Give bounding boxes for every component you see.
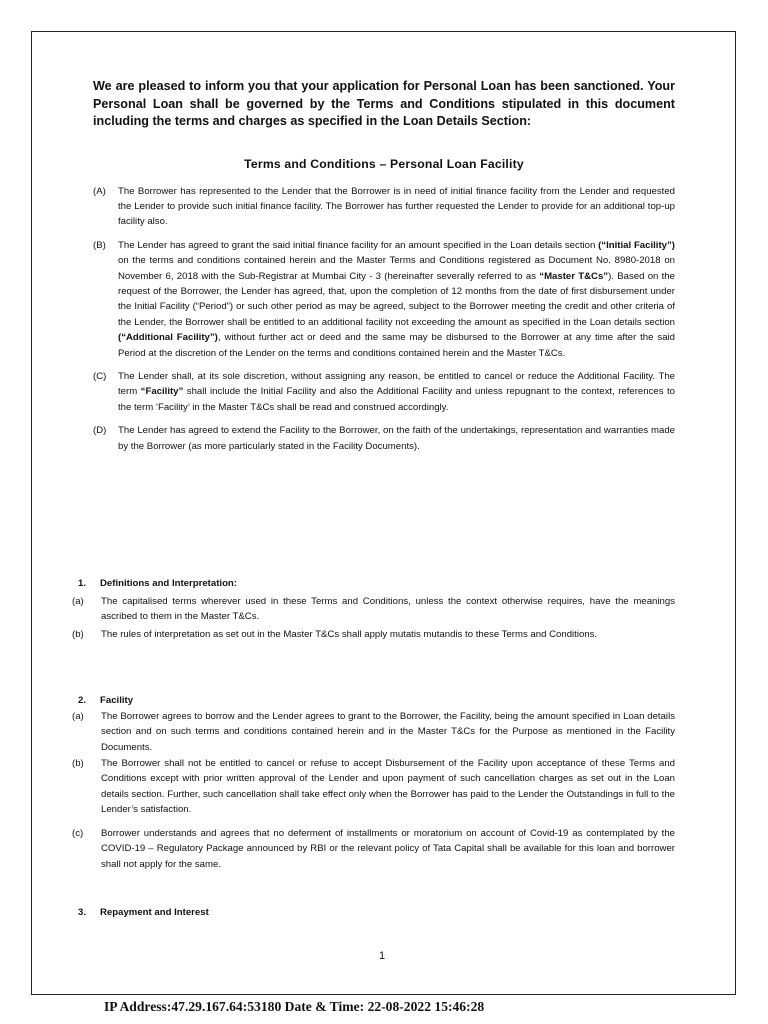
clause-text: The Borrower shall not be entitled to cancel or refuse to accept Disbursement of the Facility upon acceptance of these Terms and Conditions except with prior written approval of the Lender and upon payment of such cancellation charges as set out in the Loan details section. Further, such cancellation shall take effect only when the Borrower has paid to the Lender the Outstandings in full to the Lender’s satisfaction. <box>101 758 675 816</box>
recital-c <box>93 369 675 415</box>
document-body <box>93 78 675 462</box>
clause-label: (b) <box>72 629 84 640</box>
text-run: ). Based on the request of the Borrower, the Lender has agreed, that, upon the completion of 12 months from the date of first disbursement under the Initial Facility (“Period”) or such other period as may be agreed, subject to the Borrower meeting the credit and other criteria of the Lender, the Borrower shall be entitled to an additional facility not exceeding the amount as specified in the Loan details section <box>118 270 675 328</box>
section-title: Facility <box>100 695 134 706</box>
defined-term: (“Initial Facility”) <box>598 239 675 251</box>
section-number: 2. <box>78 695 87 706</box>
intro-paragraph: We are pleased to inform you that your application for Personal Loan has been sanctioned. Your Personal Loan shall be governed by the Terms and Conditions stipulated in this document including the terms and charges as specified in the Loan Details Section: <box>93 79 675 128</box>
clause-text: The capitalised terms wherever used in these Terms and Conditions, unless the context otherwise requires, have the meanings ascribed to them in the Master T&Cs. <box>101 596 675 623</box>
ip-datetime-footer: IP Address:47.29.167.64:53180 Date & Time: 22-08-2022 15:46:28 <box>104 999 485 1014</box>
recital-text <box>118 369 675 415</box>
section-number: 3. <box>78 907 87 918</box>
defined-term: “Facility” <box>140 386 184 398</box>
section-number: 1. <box>78 578 87 589</box>
recital-text: The Lender has agreed to extend the Facility to the Borrower, on the faith of the undertakings, representation and warranties made by the Borrower (as more particularly stated in the Facility Documents). <box>118 425 675 452</box>
text-run: The Lender shall, at its sole discretion, without assigning any reason, be entitled to cancel or reduce the Additional Facility. The term <box>118 370 675 398</box>
terms-title: Terms and Conditions – Personal Loan Facility <box>244 156 524 171</box>
clause-label: (c) <box>72 828 84 839</box>
section-heading-repayment <box>78 907 209 918</box>
defined-term: “Master T&Cs” <box>539 270 609 282</box>
text-run: The Lender has agreed to grant the said initial finance facility for an amount specified in the Loan details section <box>118 239 599 251</box>
clause-2c <box>72 826 675 872</box>
clause-text: The rules of interpretation as set out in the Master T&Cs shall apply mutatis mutandis to these Terms and Conditions. <box>101 629 598 640</box>
clause-2a <box>72 709 675 755</box>
clause-1a <box>72 594 675 625</box>
section-heading-facility <box>78 695 133 706</box>
recital-b <box>93 238 675 361</box>
clause-2b <box>72 756 675 818</box>
recital-label: (C) <box>93 370 107 382</box>
recital-a <box>93 184 675 230</box>
recital-text: The Borrower has represented to the Lender that the Borrower is in need of initial finance facility from the Lender and requested the Lender to provide such initial finance facility. The Borrower has further requested the Lender to provide for an additional top-up facility also. <box>118 185 675 228</box>
recital-d <box>93 423 675 454</box>
recital-label: (B) <box>93 239 106 251</box>
clause-label: (a) <box>72 711 84 722</box>
section-heading-definitions <box>78 578 237 589</box>
clause-label: (b) <box>72 758 84 769</box>
recital-text <box>118 238 675 361</box>
recital-label: (D) <box>93 425 107 437</box>
clause-1b <box>72 627 675 642</box>
text-run: on the terms and conditions contained herein and the Master Terms and Conditions registered as Document No. 8980-2018 on November 6, 2018 with the Sub-Registrar at Mumbai City - 3 (hereinafter severally referred to as <box>118 255 675 282</box>
clause-text: The Borrower agrees to borrow and the Lender agrees to grant to the Borrower, the Facility, being the amount specified in Loan details section and on such terms and conditions contained herein and in the Master T&Cs for the Purpose as mentioned in the Facility Documents. <box>101 711 675 753</box>
text-run: , without further act or deed and the same may be disbursed to the Borrower at any time after the said Period at the discretion of the Lender on the terms and conditions contained herein and the Master T&Cs. <box>118 332 676 359</box>
section-title: Repayment and Interest <box>100 907 209 918</box>
page-number: 1 <box>379 950 386 962</box>
clause-text: Borrower understands and agrees that no deferment of installments or moratorium on account of Covid-19 as contemplated by the COVID-19 – Regulatory Package announced by RBI or the relevant policy of Tata Capital shall be available for this loan and borrower shall not apply for the same. <box>101 828 675 870</box>
recital-label: (A) <box>93 185 106 197</box>
text-run: shall include the Initial Facility and also the Additional Facility and unless repugnant to the context, references to the term ‘Facility’ in the Master T&Cs shall be read and construed accordingly. <box>118 386 675 413</box>
defined-term: (“Additional Facility”) <box>118 332 218 344</box>
clause-label: (a) <box>72 596 84 607</box>
section-title: Definitions and Interpretation: <box>100 578 237 589</box>
